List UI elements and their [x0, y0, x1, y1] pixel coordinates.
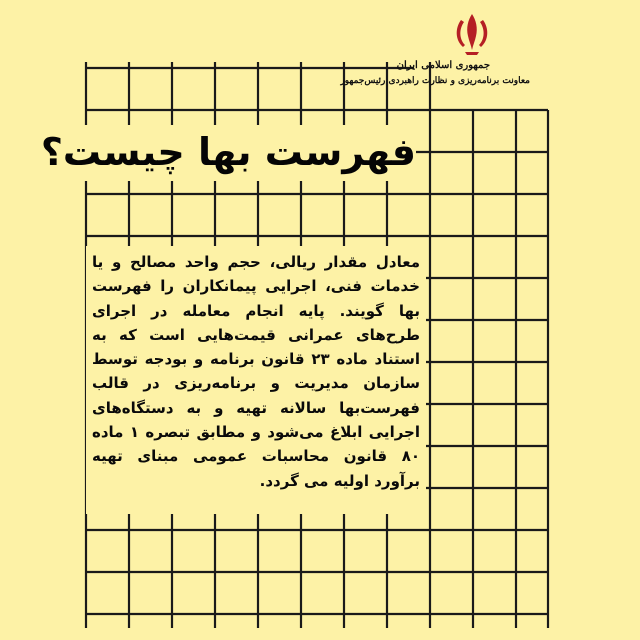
title-panel — [40, 125, 416, 181]
body-paragraph: معادل مقدار ریالی، حجم واحد مصالح و یا خدمات فنی، اجرایی پیمانکاران را فهرست بها گویند. پایه انجام معامله در اجرای طرح‌های عمرانی قیمت‌هایی است که به استناد ماده ۲۳ قانون برنامه و بودجه توسط سازمان مدیریت و برنامه‌ریزی در قالب فهرست‌بها سالانه تهیه و به دستگاه‌های اجرایی ابلاغ می‌شود و مطابق تبصره ۱ ماده ۸۰ قانون محاسبات عمومی مبنای تهیه برآورد اولیه می گردد. — [92, 253, 420, 490]
org-name: جمهوری اسلامی ایران — [396, 60, 490, 71]
page-title: فهرست بها چیست؟ — [40, 130, 416, 174]
body-panel — [86, 246, 426, 514]
org-subtitle: معاونت برنامه‌ریزی و نظارت راهبردی رئیس‌جمهور — [340, 76, 530, 86]
iran-emblem-icon — [449, 10, 495, 58]
